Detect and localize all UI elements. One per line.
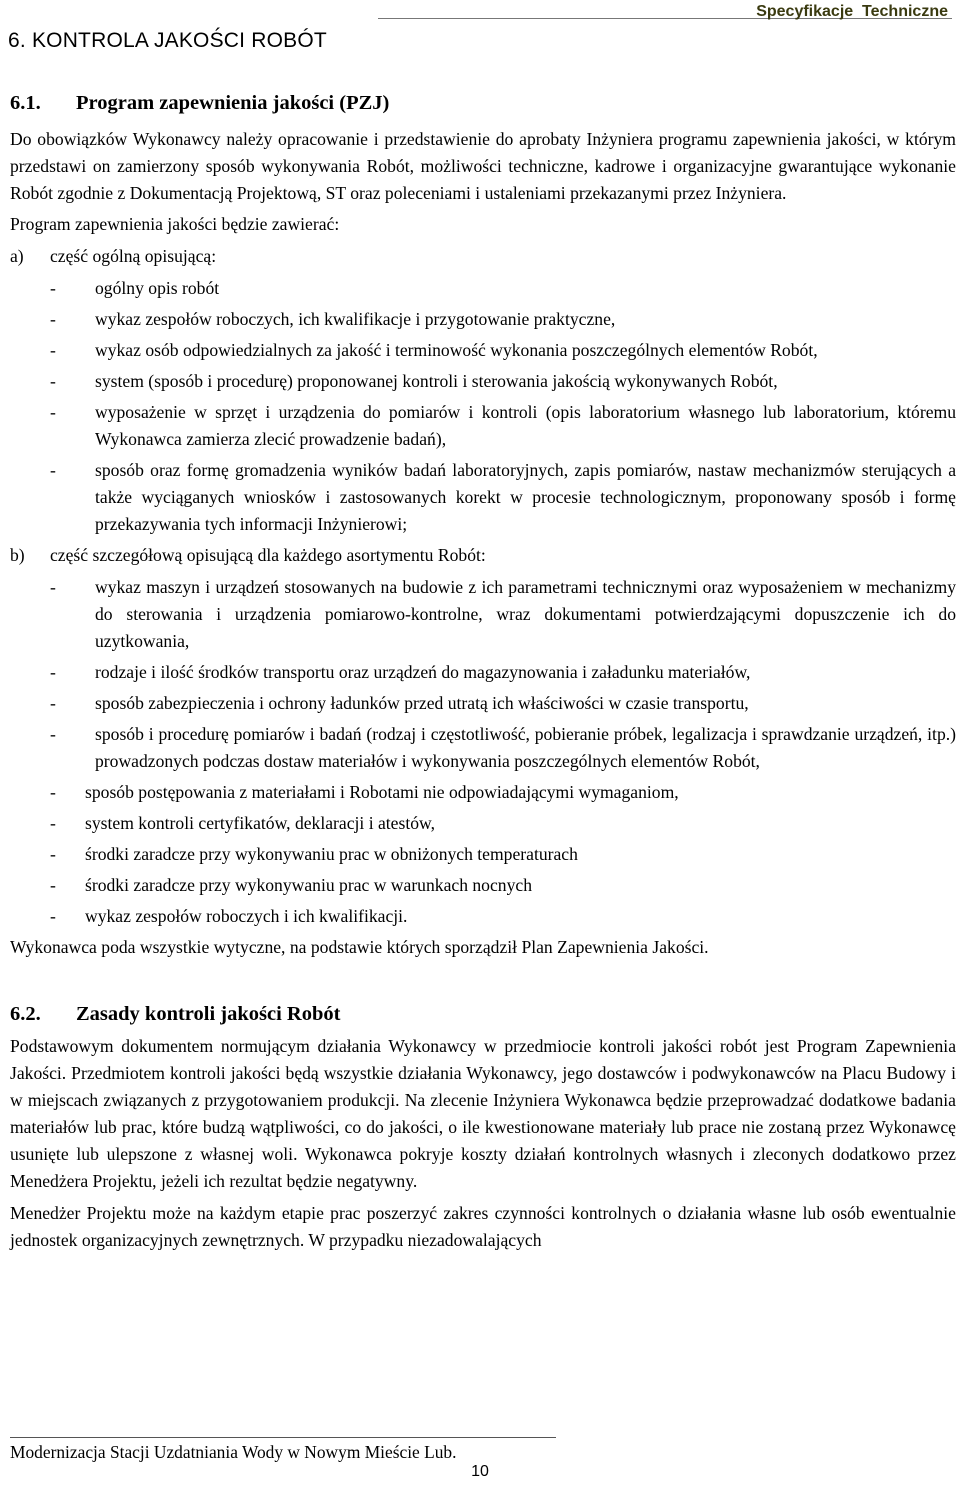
paragraph-intro: Do obowiązków Wykonawcy należy opracowanie i przedstawienie do aprobaty Inżyniera programu zapewnienia jakości, w którym przedstawi on zamierzony sposób wykonywania Robót, możliwości techniczne, kadrowe i organizacyjne gwarantujące wykonanie Robót zgodnie z Dokumentacją Projektową, ST oraz poleceniami i ustaleniami przekazanymi przez Inżyniera.	[10, 129, 956, 203]
document-type-header: Specyfikacje Techniczne	[756, 3, 948, 20]
list-item	[10, 872, 956, 899]
dash-bullet: -	[50, 782, 56, 802]
dash-bullet: -	[50, 577, 56, 597]
list-item	[10, 457, 956, 538]
subsection-title: Zasady kontroli jakości Robót	[76, 1003, 341, 1025]
list-b-items	[10, 574, 956, 775]
list-item-a	[10, 243, 956, 270]
list-item-text: sposób oraz formę gromadzenia wyników badań laboratoryjnych, zapis pomiarów, nastaw mechanizmów sterujących a także wyciąganych wniosków i zastosowanych korekt w procesie technologicznym, proponowany sposób i formę przekazywania tych informacji Inżynierowi;	[95, 460, 956, 534]
list-item	[10, 721, 956, 775]
list-item-b	[10, 542, 956, 569]
list-general-items	[10, 779, 956, 930]
list-label: b)	[10, 545, 25, 565]
list-a-items	[10, 275, 956, 538]
list-item-text: sposób i procedurę pomiarów i badań (rodzaj i częstotliwość, pobieranie próbek, legalizacja i sprawdzanie urządzeń, itp.) prowadzonych podczas dostaw materiałów i wykonywania poszczególnych elementów Robót,	[95, 724, 956, 771]
list-item-text: rodzaje i ilość środków transportu oraz urządzeń do magazynowania i załadunku materiałów,	[95, 662, 751, 682]
list-item-text: system (sposób i procedurę) proponowanej kontroli i sterowania jakością wykonywanych Robót,	[95, 371, 778, 391]
dash-bullet: -	[50, 340, 56, 360]
list-item	[10, 779, 956, 806]
dash-bullet: -	[50, 813, 56, 833]
subsection-title: Program zapewnienia jakości (PZJ)	[76, 92, 390, 114]
dash-bullet: -	[50, 460, 56, 480]
list-item	[10, 275, 956, 302]
list-item	[10, 810, 956, 837]
list-item	[10, 399, 956, 453]
list-item-text: system kontroli certyfikatów, deklaracji i atestów,	[85, 813, 435, 833]
footer-text: Modernizacja Stacji Uzdatniania Wody w Nowym Mieście Lub.	[10, 1442, 457, 1462]
dash-bullet: -	[50, 906, 56, 926]
list-text: część ogólną opisującą:	[50, 246, 217, 266]
dash-bullet: -	[50, 724, 56, 744]
page-number: 10	[471, 1463, 489, 1480]
list-item-text: środki zaradcze przy wykonywaniu prac w warunkach nocnych	[85, 875, 532, 895]
list-item	[10, 841, 956, 868]
paragraph-program-intro: Program zapewnienia jakości będzie zawierać:	[10, 214, 340, 234]
subsection-number: 6.1.	[10, 92, 41, 114]
paragraph-6-2-2: Menedżer Projektu może na każdym etapie prac poszerzyć zakres czynności kontrolnych o działania własne lub osób ewentualnie jednostek organizacyjnych zewnętrznych. W przypadku niezadowalających	[10, 1203, 956, 1250]
subsection-number: 6.2.	[10, 1003, 41, 1025]
document-body	[10, 88, 956, 1254]
list-item-text: wykaz zespołów roboczych, ich kwalifikacje i przygotowanie praktyczne,	[95, 309, 616, 329]
list-item-text: wykaz osób odpowiedzialnych za jakość i terminowość wykonania poszczególnych elementów Robót,	[95, 340, 818, 360]
list-item-text: sposób zabezpieczenia i ochrony ładunków przed utratą ich właściwości w czasie transportu,	[95, 693, 749, 713]
list-item-text: sposób postępowania z materiałami i Robotami nie odpowiadającymi wymaganiom,	[85, 782, 679, 802]
list-item	[10, 574, 956, 655]
dash-bullet: -	[50, 371, 56, 391]
list-item-text: środki zaradcze przy wykonywaniu prac w obniżonych temperaturach	[85, 844, 578, 864]
list-item	[10, 337, 956, 364]
dash-bullet: -	[50, 662, 56, 682]
subsection-heading-6-1	[10, 88, 956, 118]
footer-rule	[10, 1437, 556, 1438]
subsection-heading-6-2	[10, 999, 956, 1029]
list-item-text: ogólny opis robót	[95, 278, 220, 298]
list-item	[10, 690, 956, 717]
dash-bullet: -	[50, 278, 56, 298]
list-item-text: wyposażenie w sprzęt i urządzenia do pomiarów i kontroli (opis laboratorium własnego lub laboratorium, któremu Wykonawca zamierza zlecić prowadzenie badań),	[95, 402, 956, 449]
dash-bullet: -	[50, 402, 56, 422]
paragraph-6-2-1: Podstawowym dokumentem normującym działania Wykonawcy w przedmiocie kontroli jakości robót jest Program Zapewnienia Jakości. Przedmiotem kontroli jakości będą wszystkie działania Wykonawcy, jego dostawców i podwykonawców na Placu Budowy i w miejscach związanych z przygotowaniem produkcji. Na zlecenie Inżyniera Wykonawca będzie przeprowadzać dodatkowe badania materiałów lub prac, które budzą wątpliwości, co do jakości, o ile kwestionowane materiały lub prace nie zostaną przez Wykonawcę usunięte lub ulepszone z własnej woli. Wykonawca pokryje koszty działań kontrolnych własnych i zleconych dodatkowo przez Menedżera Projektu, jeżeli ich rezultat będzie negatywny.	[10, 1036, 956, 1191]
list-item-text: wykaz maszyn i urządzeń stosowanych na budowie z ich parametrami technicznymi oraz wyposażeniem w mechanizmy do sterowania i urządzenia pomiarowo-kontrolne, wraz dokumentami potwierdzającymi dopuszczenie ich do uzytkowania,	[95, 577, 956, 651]
list-text: część szczegółową opisującą dla każdego asortymentu Robót:	[50, 545, 486, 565]
dash-bullet: -	[50, 693, 56, 713]
list-item	[10, 368, 956, 395]
list-item	[10, 903, 956, 930]
paragraph-closing: Wykonawca poda wszystkie wytyczne, na podstawie których sporządził Plan Zapewnienia Jakości.	[10, 937, 709, 957]
dash-bullet: -	[50, 875, 56, 895]
dash-bullet: -	[50, 844, 56, 864]
list-item	[10, 659, 956, 686]
dash-bullet: -	[50, 309, 56, 329]
section-heading: 6. KONTROLA JAKOŚCI ROBÓT	[8, 29, 327, 52]
list-item-text: wykaz zespołów roboczych i ich kwalifikacji.	[85, 906, 408, 926]
list-item	[10, 306, 956, 333]
list-label: a)	[10, 246, 24, 266]
